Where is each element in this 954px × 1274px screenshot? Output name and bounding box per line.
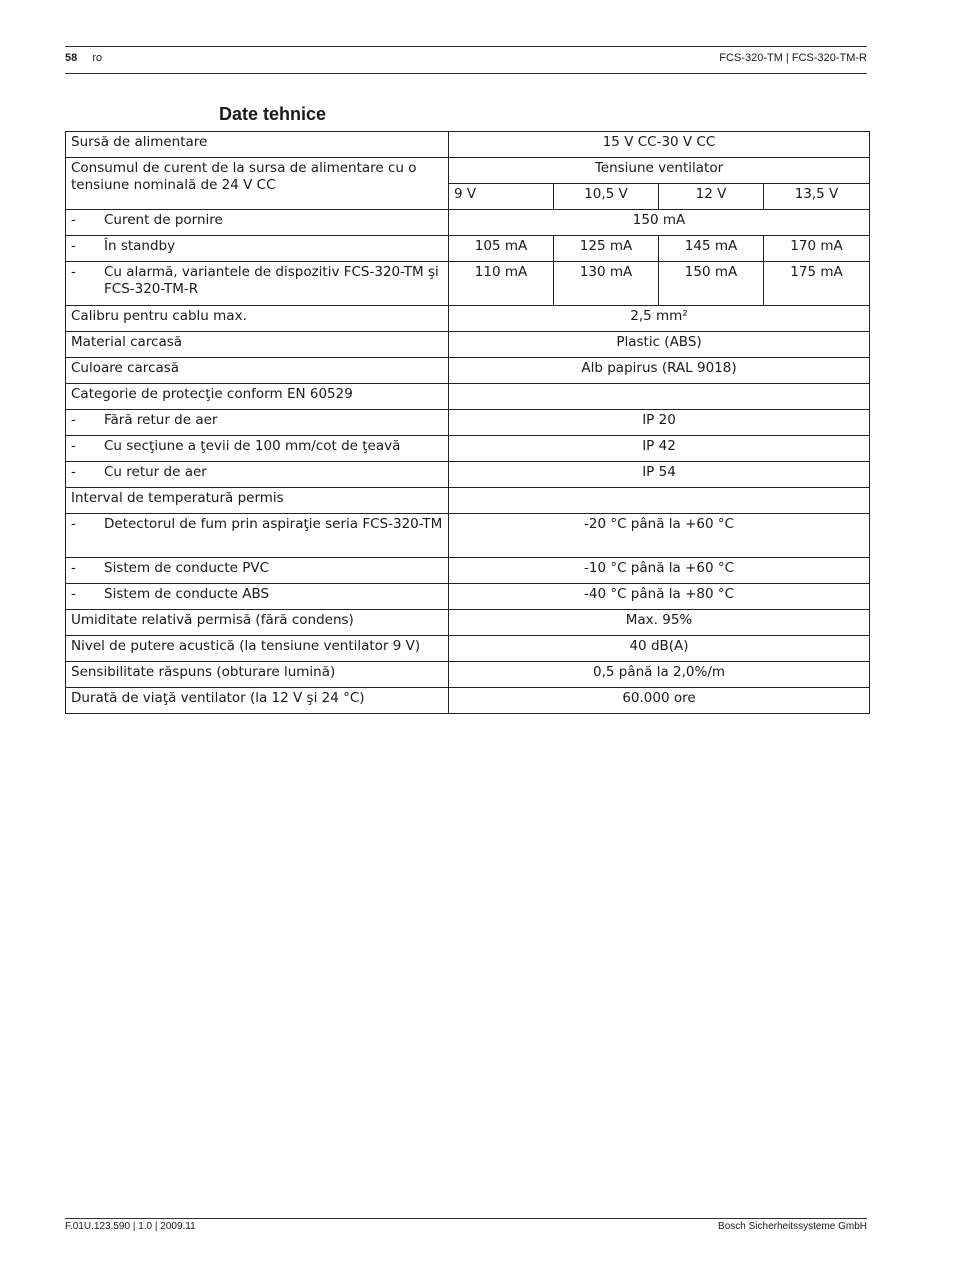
row-label: Nivel de putere acustică (la tensiune ventilator 9 V) <box>66 636 449 662</box>
table-row <box>66 332 870 358</box>
footer-rule <box>65 1218 867 1219</box>
row-label: Calibru pentru cablu max. <box>66 306 449 332</box>
row-value: 60.000 ore <box>449 688 870 714</box>
header-left <box>65 52 102 64</box>
row-label: Culoare carcasă <box>66 358 449 384</box>
table-row <box>66 158 870 184</box>
row-label: - În standby <box>66 236 449 262</box>
voltage-cell: 13,5 V <box>764 184 870 210</box>
row-label: - Cu retur de aer <box>66 462 449 488</box>
section-title: Date tehnice <box>219 104 327 124</box>
voltage-cell: 12 V <box>659 184 764 210</box>
current-cell: 125 mA <box>554 236 659 262</box>
current-cell: 130 mA <box>554 262 659 306</box>
table-row <box>66 262 870 306</box>
row-label: - Sistem de conducte PVC <box>66 558 449 584</box>
table-row <box>66 132 870 158</box>
row-value: 40 dB(A) <box>449 636 870 662</box>
table-row <box>66 558 870 584</box>
table-row <box>66 610 870 636</box>
row-label: Categorie de protecţie conform EN 60529 <box>66 384 449 410</box>
current-cell: 175 mA <box>764 262 870 306</box>
table-row <box>66 462 870 488</box>
page-number: 58 <box>65 52 78 64</box>
table-row <box>66 436 870 462</box>
footer-doc-id: F.01U.123.590 | 1.0 | 2009.11 <box>65 1221 196 1232</box>
header-bottom-rule <box>65 73 867 74</box>
table-row <box>66 306 870 332</box>
table-row <box>66 384 870 410</box>
current-cell: 170 mA <box>764 236 870 262</box>
row-label: Durată de viaţă ventilator (la 12 V şi 24 °C) <box>66 688 449 714</box>
row-value: IP 42 <box>449 436 870 462</box>
table-row <box>66 636 870 662</box>
row-label: Material carcasă <box>66 332 449 358</box>
row-value: 2,5 mm² <box>449 306 870 332</box>
header-product: FCS-320-TM | FCS-320-TM-R <box>719 52 867 64</box>
current-cell: 145 mA <box>659 236 764 262</box>
row-value: IP 54 <box>449 462 870 488</box>
current-cell: 150 mA <box>659 262 764 306</box>
table-row <box>66 584 870 610</box>
row-label: - Detectorul de fum prin aspiraţie seria FCS-320-TM <box>66 514 449 558</box>
row-label: - Fără retur de aer <box>66 410 449 436</box>
table-row <box>66 662 870 688</box>
row-value: 0,5 până la 2,0%/m <box>449 662 870 688</box>
row-value-empty <box>449 488 870 514</box>
language-code: ro <box>92 52 103 64</box>
table-row <box>66 410 870 436</box>
row-label: Umiditate relativă permisă (fără condens) <box>66 610 449 636</box>
voltage-cell: 10,5 V <box>554 184 659 210</box>
row-value: 15 V CC-30 V CC <box>449 132 870 158</box>
current-cell: 105 mA <box>449 236 554 262</box>
row-value: -20 °C până la +60 °C <box>449 514 870 558</box>
current-cell: 110 mA <box>449 262 554 306</box>
row-label: - Cu alarmă, variantele de dispozitiv FCS-320-TM şi FCS-320-TM-R <box>66 262 449 306</box>
row-label: Interval de temperatură permis <box>66 488 449 514</box>
footer-company: Bosch Sicherheitssysteme GmbH <box>718 1221 867 1232</box>
row-value: Max. 95% <box>449 610 870 636</box>
table-row <box>66 236 870 262</box>
row-label: Sensibilitate răspuns (obturare lumină) <box>66 662 449 688</box>
tech-data-table <box>65 131 870 714</box>
header-top-rule <box>65 46 867 47</box>
row-value-empty <box>449 384 870 410</box>
row-label: - Curent de pornire <box>66 210 449 236</box>
table-row <box>66 358 870 384</box>
row-value: IP 20 <box>449 410 870 436</box>
row-label: - Cu secţiune a ţevii de 100 mm/cot de ţeavă <box>66 436 449 462</box>
table-row <box>66 688 870 714</box>
table-row <box>66 488 870 514</box>
row-value: Plastic (ABS) <box>449 332 870 358</box>
row-value: Alb papirus (RAL 9018) <box>449 358 870 384</box>
row-value: -10 °C până la +60 °C <box>449 558 870 584</box>
table-row <box>66 210 870 236</box>
row-label: - Sistem de conducte ABS <box>66 584 449 610</box>
voltage-cell: 9 V <box>449 184 554 210</box>
row-value: 150 mA <box>449 210 870 236</box>
row-label: Consumul de curent de la sursa de alimentare cu o tensiune nominală de 24 V CC <box>66 158 449 210</box>
fan-voltage-header: Tensiune ventilator <box>449 158 870 184</box>
row-label: Sursă de alimentare <box>66 132 449 158</box>
row-value: -40 °C până la +80 °C <box>449 584 870 610</box>
table-row <box>66 514 870 558</box>
